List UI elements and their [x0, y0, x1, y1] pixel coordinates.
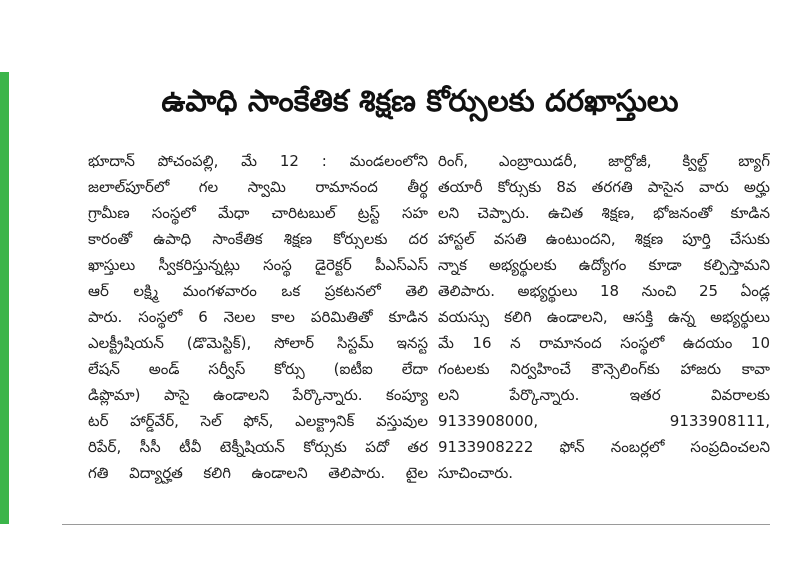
article-line: సూచించారు.: [438, 464, 514, 482]
article-headline: ఉపాధి సాంకేతిక శిక్షణ కోర్సులకు దరఖాస్తులు: [161, 84, 679, 119]
article-line: డిప్లొమా) పాసై ఉండాలని పేర్కొన్నారు. కంప్యూ: [88, 386, 428, 404]
article-column-right: [438, 148, 770, 486]
article-line: భూదాన్ పోచంపల్లి, మే 12 : మండలంలోని: [88, 152, 428, 170]
article-line: రింగ్, ఎంబ్రాయిడరీ, జార్దోజీ, క్విల్ట్ బ్యాగ్: [438, 152, 770, 170]
article-line: గంటలకు నిర్వహించే కౌన్సెలింగ్‌కు హాజరు కావా: [438, 360, 770, 378]
article-line: గ్రామీణ సంస్థలో మేధా చారిటబుల్ ట్రస్ట్ సహ: [88, 204, 428, 222]
article-line: 9133908222 ఫోన్ నంబర్లలో సంప్రదించలని: [438, 438, 770, 456]
article-line: లని పేర్కొన్నారు. ఇతర వివరాలకు: [438, 386, 770, 404]
article-line: తయారీ కోర్సుకు 8వ తరగతి పాసైన వారు అర్హు: [438, 178, 770, 196]
article-line: ఎలక్ట్రీషియన్ (డొమెస్టిక్), సోలార్ సిస్టమ్ ఇనస్ట: [88, 334, 428, 352]
article-line: కారంతో ఉపాధి సాంకేతిక శిక్షణ కోర్సులకు దర: [88, 230, 428, 248]
article-line: టర్ హార్డ్‌వేర్, సెల్ ఫోన్, ఎలక్ట్రానిక్ వస్తువుల: [88, 412, 428, 430]
article-line: వయస్సు కలిగి ఉండాలని, ఆసక్తి ఉన్న అభ్యర్థులు: [438, 308, 770, 326]
article-line: లేషన్ అండ్ సర్వీస్ కోర్సు (ఐటీఐ లేదా: [88, 360, 428, 378]
bottom-divider: [62, 524, 770, 525]
article-line: ఆర్ లక్ష్మి మంగళవారం ఒక ప్రకటనలో తెలి: [88, 282, 428, 300]
article-line: ఖాస్తులు స్వీకరిస్తున్నట్లు సంస్థ డైరెక్టర్ పీఎస్ఎస్: [88, 256, 428, 274]
article-line: తెలిపారు. అభ్యర్థులు 18 నుంచి 25 ఏండ్ల: [438, 282, 770, 300]
article-line: జలాల్‌పూర్‌లో గల స్వామి రామానంద తీర్థ: [88, 178, 428, 196]
article-column-left: [88, 148, 428, 486]
article-line: మే 16 న రామానంద సంస్థలో ఉదయం 10: [438, 334, 770, 352]
article-line: న్నాక అభ్యర్థులకు ఉద్యోగం కూడా కల్పిస్తామని: [438, 256, 770, 274]
section-accent-bar: [0, 72, 9, 524]
article-line: 9133908000, 9133908111,: [438, 412, 770, 430]
article-line: లని చెప్పారు. ఉచిత శిక్షణ, భోజనంతో కూడిన: [438, 204, 770, 222]
article-line: పారు. సంస్థలో 6 నెలల కాల పరిమితితో కూడిన: [88, 308, 428, 326]
article-line: రిపేర్, సీసీ టీవీ టెక్నీషియన్ కోర్సుకు పదో తర: [88, 438, 428, 456]
article-line: హాస్టల్ వసతి ఉంటుందని, శిక్షణ పూర్తి చేసుకు: [438, 230, 770, 248]
article-line: గతి విద్యార్హత కలిగి ఉండాలని తెలిపారు. టైల: [88, 464, 428, 482]
